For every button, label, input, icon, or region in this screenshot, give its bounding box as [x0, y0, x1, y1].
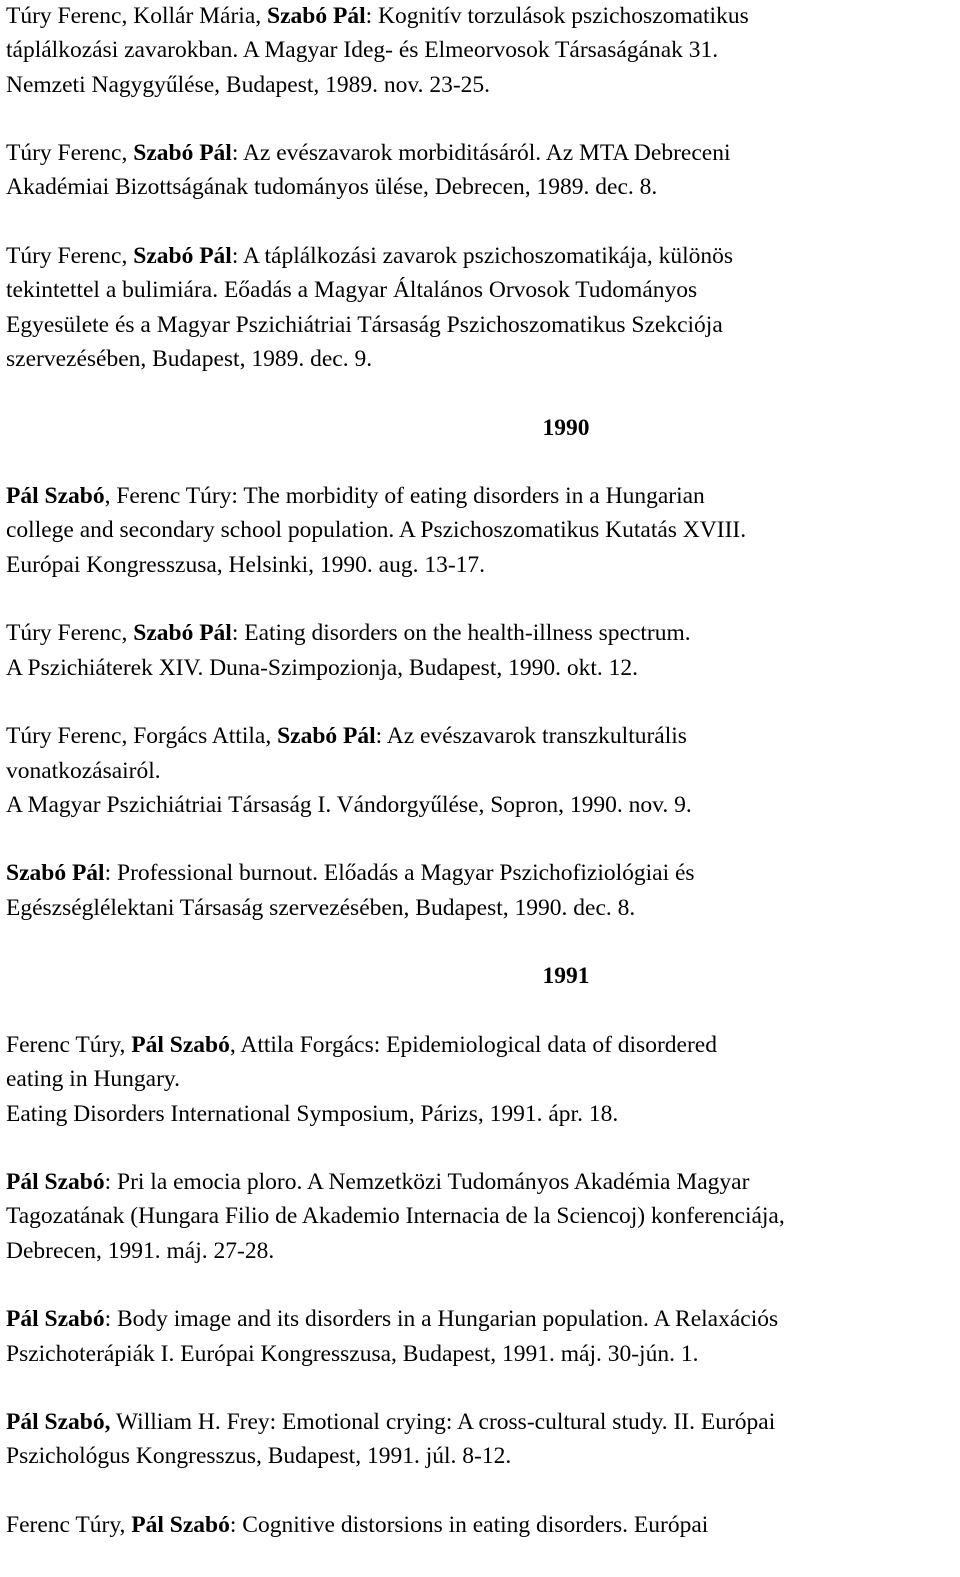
- entry-text: : A táplálkozási zavarok pszichoszomatikája, különös: [231, 243, 734, 270]
- entry-text: Túry Ferenc,: [6, 243, 134, 270]
- entry-line: [6, 788, 956, 822]
- entry-text: Túry Ferenc, Kollár Mária,: [6, 3, 268, 29]
- document-page: [6, 0, 956, 1577]
- entry-text: Túry Ferenc,: [6, 140, 134, 167]
- author-name-bold: Szabó Pál: [267, 3, 366, 29]
- entry-text: Akadémiai Bizottságának tudományos ülése, Debrecen, 1989. dec. 8.: [6, 174, 658, 201]
- entry-line: [6, 68, 956, 102]
- entry-line: [6, 651, 956, 685]
- entry-line: [6, 513, 956, 547]
- entry-text: A Pszichiáterek XIV. Duna-Szimpozionja, Budapest, 1990. okt. 12.: [6, 654, 639, 681]
- year-heading-1991: 1991: [542, 963, 590, 990]
- entries-1991: [6, 1028, 956, 1542]
- author-name-bold: Pál Szabó: [6, 1306, 105, 1333]
- entry-line: [6, 1199, 956, 1233]
- bibliography-entry: [6, 1508, 956, 1542]
- entry-text: : Cognitive distorsions in eating disorders. Európai: [229, 1512, 709, 1539]
- bibliography-entry: [6, 1165, 956, 1268]
- author-name-bold: Pál Szabó: [6, 1169, 105, 1196]
- bibliography-entry: [6, 0, 956, 102]
- entry-line: [6, 1508, 956, 1542]
- year-heading-1990: 1990: [542, 414, 590, 441]
- bibliography-entry: [6, 136, 956, 205]
- entry-text: : Kognitív torzulások pszichoszomatikus: [365, 3, 749, 29]
- author-name-bold: Pál Szabó: [6, 483, 105, 510]
- bibliography-entry: [6, 239, 956, 376]
- entry-line: [6, 719, 956, 753]
- bibliography-entry: [6, 616, 956, 685]
- entry-text: Tagozatának (Hungara Filio de Akademio Internacia de la Sciencoj) konferenciája,: [6, 1203, 785, 1230]
- entry-text: szervezésében, Budapest, 1989. dec. 9.: [6, 345, 373, 372]
- entry-text: : Professional burnout. Előadás a Magyar Pszichofiziológiai és: [104, 860, 695, 887]
- author-name-bold: Pál Szabó: [131, 1031, 230, 1058]
- entry-text: Ferenc Túry,: [6, 1512, 132, 1539]
- entry-text: Túry Ferenc, Forgács Attila,: [6, 723, 278, 750]
- entry-text: Egészséglélektani Társaság szervezésében, Budapest, 1990. dec. 8.: [6, 894, 636, 921]
- entry-line: [6, 273, 956, 307]
- entry-line: [6, 1028, 956, 1062]
- entry-text: Pszichoterápiák I. Európai Kongresszusa, Budapest, 1991. máj. 30-jún. 1.: [6, 1340, 699, 1367]
- entry-line: [6, 1165, 956, 1199]
- author-name-bold: Szabó Pál: [6, 860, 105, 887]
- bibliography-entry: [6, 856, 956, 925]
- entry-text: college and secondary school population. A Pszichoszomatikus Kutatás XVIII.: [6, 517, 747, 544]
- author-name-bold: Pál Szabó: [131, 1512, 230, 1539]
- bibliography-entry: [6, 479, 956, 582]
- entry-line: [6, 856, 956, 890]
- entry-line: [6, 342, 956, 376]
- author-name-bold: Szabó Pál: [133, 140, 232, 167]
- bibliography-entry: [6, 1028, 956, 1131]
- entry-text: Túry Ferenc,: [6, 620, 134, 647]
- entry-text: , Ferenc Túry: The morbidity of eating disorders in a Hungarian: [104, 483, 705, 510]
- entry-text: Egyesülete és a Magyar Pszichiátriai Társaság Pszichoszomatikus Szekciója: [6, 311, 723, 338]
- entry-text: : Az evészavarok transzkulturális: [375, 723, 687, 750]
- entry-line: [6, 548, 956, 582]
- entry-line: [6, 136, 956, 170]
- entries-1990: [6, 479, 956, 925]
- entry-line: [6, 479, 956, 513]
- entry-line: [6, 308, 956, 342]
- entry-line: [6, 1097, 956, 1131]
- entries-before-1990: [6, 0, 956, 376]
- entry-text: : Eating disorders on the health-illness spectrum.: [231, 620, 691, 647]
- author-name-bold: Szabó Pál: [133, 243, 232, 270]
- entry-line: [6, 1234, 956, 1268]
- entry-text: : Az evészavarok morbiditásáról. Az MTA Debreceni: [231, 140, 731, 167]
- bibliography-entry: [6, 1302, 956, 1371]
- entry-line: [6, 239, 956, 273]
- entry-line: [6, 33, 956, 67]
- entry-line: [6, 0, 956, 33]
- entry-line: [6, 754, 956, 788]
- entry-line: [6, 891, 956, 925]
- entry-text: : Pri la emocia ploro. A Nemzetközi Tudományos Akadémia Magyar: [104, 1169, 750, 1196]
- entry-text: eating in Hungary.: [6, 1066, 181, 1093]
- entry-text: tekintettel a bulimiára. Eőadás a Magyar Általános Orvosok Tudományos: [6, 277, 698, 304]
- entry-text: Eating Disorders International Symposium, Párizs, 1991. ápr. 18.: [6, 1100, 619, 1127]
- entry-line: [6, 1405, 956, 1439]
- entry-text: Európai Kongresszusa, Helsinki, 1990. aug. 13-17.: [6, 551, 486, 578]
- entry-text: Debrecen, 1991. máj. 27-28.: [6, 1237, 275, 1264]
- bibliography-entry: [6, 719, 956, 822]
- entry-text: táplálkozási zavarokban. A Magyar Ideg- és Elmeorvosok Társaságának 31.: [6, 37, 719, 64]
- entry-text: Nemzeti Nagygyűlése, Budapest, 1989. nov. 23-25.: [6, 71, 491, 98]
- entry-line: [6, 1302, 956, 1336]
- bibliography-entry: [6, 1405, 956, 1474]
- author-name-bold: Szabó Pál: [133, 620, 232, 647]
- entry-line: [6, 616, 956, 650]
- entry-line: [6, 1062, 956, 1096]
- author-name-bold: Szabó Pál: [277, 723, 376, 750]
- entry-text: William H. Frey: Emotional crying: A cross-cultural study. II. Európai: [110, 1409, 776, 1436]
- entry-line: [6, 1337, 956, 1371]
- entry-text: A Magyar Pszichiátriai Társaság I. Vándorgyűlése, Sopron, 1990. nov. 9.: [6, 791, 692, 818]
- entry-text: Ferenc Túry,: [6, 1031, 132, 1058]
- entry-line: [6, 1439, 956, 1473]
- entry-text: , Attila Forgács: Epidemiological data of disordered: [229, 1031, 717, 1058]
- entry-text: vonatkozásairól.: [6, 757, 161, 784]
- entry-text: : Body image and its disorders in a Hungarian population. A Relaxációs: [104, 1306, 779, 1333]
- entry-line: [6, 170, 956, 204]
- author-name-bold: Pál Szabó,: [6, 1409, 111, 1436]
- entry-text: Pszichológus Kongresszus, Budapest, 1991. júl. 8-12.: [6, 1443, 512, 1470]
